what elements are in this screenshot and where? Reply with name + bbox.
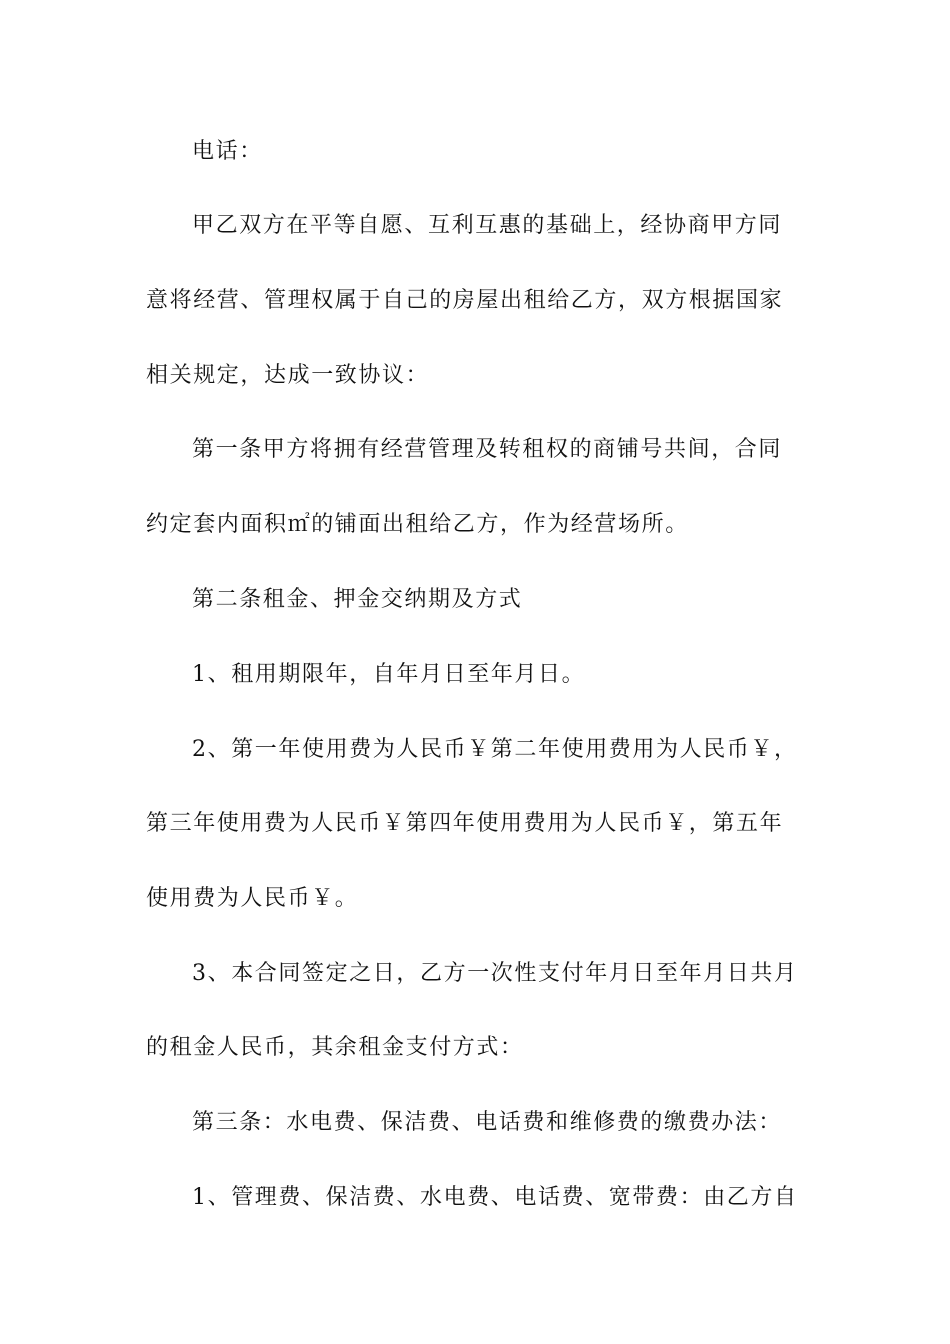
text-line: 电话： [192,139,263,164]
text-line: 甲乙双方在平等自愿、互利互惠的基础上，经协商甲方同 [192,213,783,238]
text-line: 第三年使用费为人民币￥第四年使用费用为人民币￥，第五年 [146,811,784,836]
text-line: 约定套内面积㎡的铺面出租给乙方，作为经营场所。 [146,512,689,537]
text-line: 使用费为人民币￥。 [146,886,359,911]
text-line: 2、第一年使用费为人民币￥第二年使用费用为人民币￥， [192,737,798,762]
text-line: 第一条甲方将拥有经营管理及转租权的商铺号共间，合同 [192,437,783,462]
text-line: 3、本合同签定之日，乙方一次性支付年月日至年月日共月 [192,961,798,986]
text-line: 意将经营、管理权属于自己的房屋出租给乙方，双方根据国家 [146,288,784,313]
text-line: 的租金人民币，其余租金支付方式： [146,1035,524,1060]
text-line: 第二条租金、押金交纳期及方式 [192,587,523,612]
text-line: 第三条：水电费、保洁费、电话费和维修费的缴费办法： [192,1110,783,1135]
text-line: 1、管理费、保洁费、水电费、电话费、宽带费：由乙方自 [192,1185,798,1210]
text-line: 1、租用期限年，自年月日至年月日。 [192,662,586,687]
text-line: 相关规定，达成一致协议： [146,363,430,388]
